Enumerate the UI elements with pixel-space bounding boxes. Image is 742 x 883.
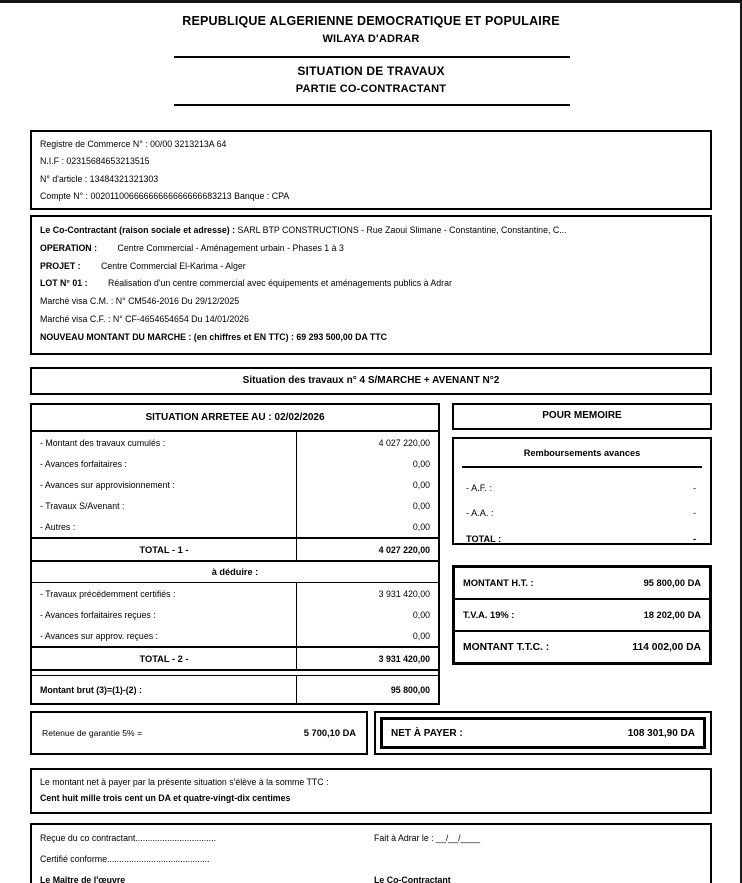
row-label: - Avances sur approv. reçues : (40, 630, 159, 641)
montant-ttc-row (455, 630, 709, 662)
montant-ht-value: 95 800,00 DA (643, 578, 701, 588)
registre-commerce-line: Registre de Commerce N° : 00/00 3213213A 64 (40, 139, 227, 149)
row-value: 0,00 (296, 474, 438, 495)
contractor-line (40, 222, 702, 240)
tva-label: T.V.A. 19% : (463, 610, 515, 620)
montant-ht-label: MONTANT H.T. : (463, 578, 534, 588)
remboursements-box (452, 437, 712, 545)
montant-en-lettres-box (30, 768, 712, 814)
row-label: - Avances forfaitaires : (40, 458, 127, 469)
row-label: - Autres : (40, 521, 76, 532)
row-label: - Montant des travaux cumulés : (40, 437, 166, 448)
total-1-value: 4 027 220,00 (296, 539, 438, 560)
somme-lettres-line: Cent huit mille trois cent un DA et quatre-vingt-dix centimes (40, 793, 291, 803)
a-deduire-band: à déduire : (32, 562, 438, 583)
net-a-payer-value: 108 301,90 DA (627, 727, 695, 739)
montant-brut-row (32, 675, 438, 703)
article-number-line: N° d'article : 13484321321303 (40, 173, 159, 184)
table-row (32, 516, 438, 537)
aa-label: - A.A. : (466, 508, 494, 518)
remboursements-total-row (454, 534, 710, 544)
row-value: 0,00 (296, 516, 438, 537)
aa-row (454, 508, 710, 518)
tva-value: 18 202,00 DA (643, 610, 701, 620)
situation-arretee-header: SITUATION ARRETEE AU : 02/02/2026 (32, 405, 438, 432)
operation-line (40, 240, 702, 258)
projet-label: PROJET : (40, 260, 81, 271)
row-value: 0,00 (296, 604, 438, 625)
projet-value: Centre Commercial El-Karima - Alger (101, 260, 246, 271)
row-label: - Travaux précédemment certifiés : (40, 588, 176, 599)
nif-line: N.I.F : 02315684653213515 (40, 156, 150, 167)
bank-account-line: Compte N° : 00201100666666666666666683213 Banque : CPA (40, 191, 290, 202)
lot-line (40, 275, 702, 293)
total-1-label: TOTAL - 1 - (139, 544, 189, 555)
af-value: - (692, 483, 696, 493)
wilaya-title: WILAYA D'ADRAR (322, 33, 420, 45)
aa-value: - (692, 508, 696, 518)
header-divider-bottom (174, 104, 570, 106)
remboursements-total-value: - (692, 534, 696, 544)
remboursements-title: Remboursements avances (523, 448, 641, 458)
situation-arretee-table (30, 403, 440, 705)
operation-value: Centre Commercial - Aménagement urbain - Phases 1 à 3 (117, 242, 344, 253)
af-label: - A.F. : (466, 483, 493, 493)
montant-ht-row (455, 568, 709, 598)
situation-banner: Situation des travaux n° 4 S/MARCHE + AVENANT N°2 (30, 367, 712, 395)
total-2-row (32, 646, 438, 671)
remboursements-underline (462, 466, 702, 468)
montant-ttc-value: 114 002,00 DA (632, 641, 701, 653)
remboursements-total-label: TOTAL : (466, 534, 502, 544)
operation-label: OPERATION : (40, 242, 98, 253)
row-label: - Avances sur approvisionnement : (40, 479, 175, 490)
row-value: 4 027 220,00 (296, 432, 438, 453)
row-label: - Travaux S/Avenant : (40, 500, 125, 511)
montants-box (452, 565, 712, 665)
registry-info-box (30, 130, 712, 210)
net-a-payer-label: NET À PAYER : (391, 727, 463, 739)
certifie-conforme-line: Certifié conforme.......................................... (40, 854, 210, 864)
contractor-value: SARL BTP CONSTRUCTIONS - Rue Zaoui Slimane - Constantine, Constantine, C... (237, 225, 567, 235)
tva-row (455, 598, 709, 630)
republic-title: REPUBLIQUE ALGERIENNE DEMOCRATIQUE ET POPULAIRE (182, 14, 560, 28)
header-divider-top (174, 56, 570, 58)
retenue-garantie-box (30, 711, 368, 755)
row-value: 0,00 (296, 453, 438, 474)
contractor-info-box (30, 215, 712, 355)
total-2-value: 3 931 420,00 (296, 648, 438, 669)
signature-box (30, 823, 712, 883)
document-subtitle: PARTIE CO-CONTRACTANT (295, 83, 447, 95)
table-row (32, 583, 438, 604)
visa-cm-line: Marché visa C.M. : N° CM546-2016 Du 29/12/2025 (40, 296, 240, 307)
nouveau-montant-line: NOUVEAU MONTANT DU MARCHE : (en chiffres et EN TTC) : 69 293 500,00 DA TTC (40, 331, 388, 342)
total-1-row (32, 537, 438, 562)
projet-line (40, 258, 702, 276)
row-value: 0,00 (296, 625, 438, 646)
retenue-value: 5 700,10 DA (303, 728, 356, 738)
table-row (32, 474, 438, 495)
row-value: 3 931 420,00 (296, 583, 438, 604)
recue-line: Reçue du co contractant................................. (40, 833, 217, 843)
pour-memoire-header: POUR MEMOIRE (452, 403, 712, 430)
retenue-label: Retenue de garantie 5% = (42, 728, 143, 738)
fait-a-adrar-line: Fait à Adrar le : __/__/____ (374, 833, 481, 843)
table-row (32, 604, 438, 625)
contractor-label: Le Co-Contractant (raison sociale et adresse) : (40, 225, 236, 235)
maitre-oeuvre-label: Le Maître de l'œuvre (40, 875, 126, 883)
montant-ttc-label: MONTANT T.T.C. : (463, 641, 550, 653)
net-a-payer-box (374, 711, 712, 755)
row-label: - Avances forfaitaires reçues : (40, 609, 156, 620)
lot-value: Réalisation d'un centre commercial avec équipements et aménagements publics à Adrar (107, 278, 452, 289)
visa-cf-line: Marché visa C.F. : N° CF-4654654654 Du 14/01/2026 (40, 313, 249, 324)
somme-intro-line: Le montant net à payer par la présente situation s'élève à la somme TTC : (40, 777, 329, 787)
page-top-edge (0, 0, 742, 3)
montant-brut-label: Montant brut (3)=(1)-(2) : (40, 684, 142, 695)
co-contractant-label: Le Co-Contractant (374, 875, 451, 883)
table-row (32, 495, 438, 516)
table-row (32, 625, 438, 646)
net-a-payer-inner (380, 717, 706, 749)
table-row (32, 432, 438, 453)
total-2-label: TOTAL - 2 - (139, 653, 189, 664)
af-row (454, 483, 710, 493)
table-row (32, 453, 438, 474)
document-title: SITUATION DE TRAVAUX (297, 64, 445, 78)
lot-label: LOT N° 01 : (40, 278, 88, 289)
row-value: 0,00 (296, 495, 438, 516)
montant-brut-value: 95 800,00 (296, 676, 438, 703)
